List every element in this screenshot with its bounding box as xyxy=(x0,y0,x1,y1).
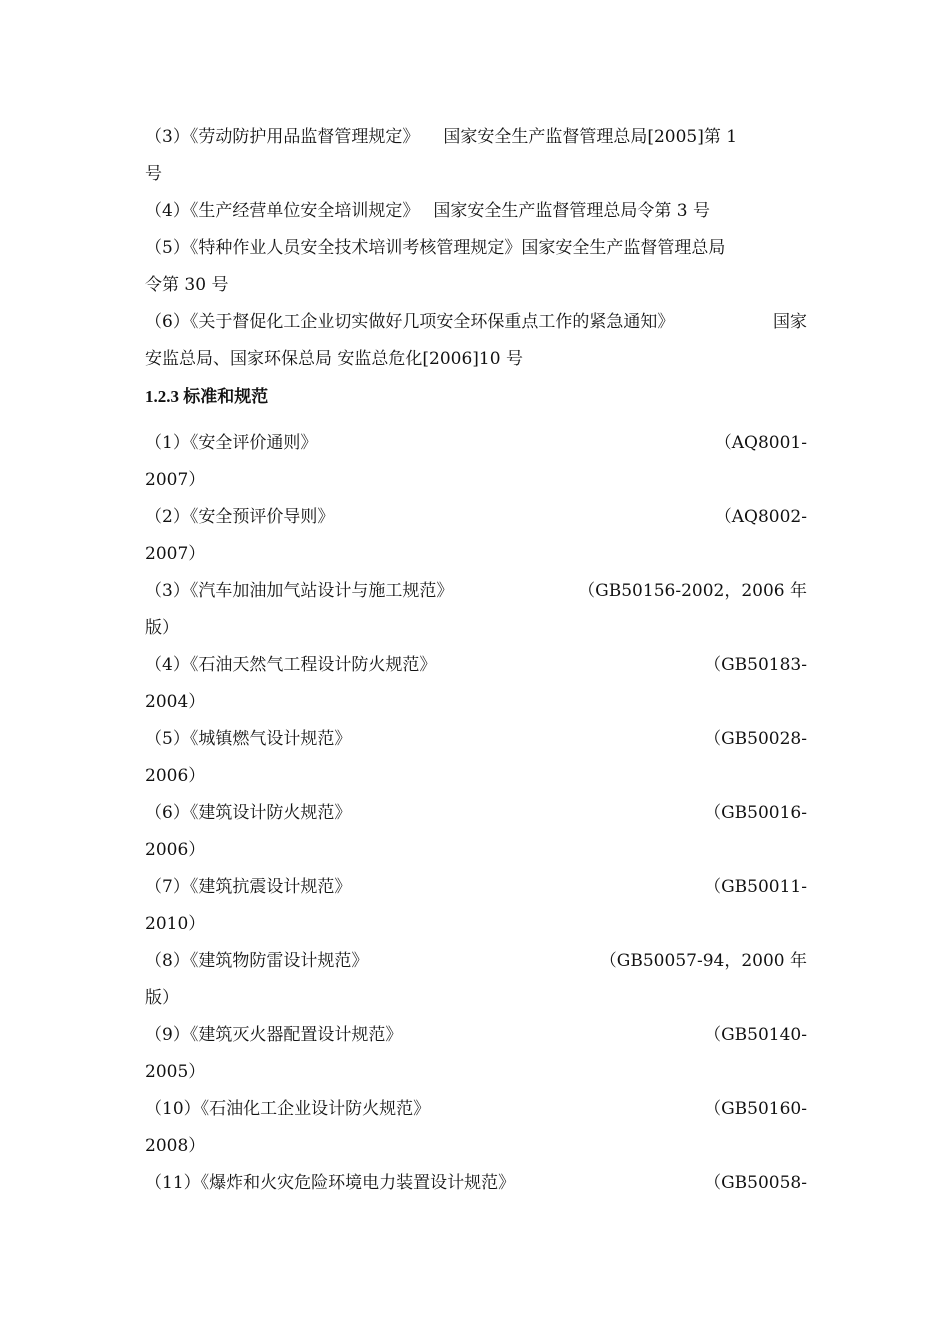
standard-code: （GB50011- xyxy=(704,877,807,897)
standard-item xyxy=(145,1165,807,1202)
standard-title: 《石油化工企业设计防火规范》 xyxy=(200,1099,431,1119)
regulation-item xyxy=(145,304,807,341)
regulation-title: 《关于督促化工企业切实做好几项安全环保重点工作的紧急通知》 xyxy=(189,312,675,332)
standard-code: （GB50057-94，2000 年 xyxy=(599,951,807,971)
standard-number: （2） xyxy=(145,507,190,527)
standard-item xyxy=(145,795,807,832)
standard-number: （8） xyxy=(145,951,190,971)
standard-item xyxy=(145,425,807,462)
standard-code-continuation: 2006） xyxy=(145,766,206,786)
standard-title: 《城镇燃气设计规范》 xyxy=(189,729,352,749)
standard-code-continuation: 2005） xyxy=(145,1062,206,1082)
standard-title: 《汽车加油加气站设计与施工规范》 xyxy=(189,581,454,601)
standard-item xyxy=(145,499,807,536)
standard-number: （5） xyxy=(145,729,190,749)
standard-title: 《建筑物防雷设计规范》 xyxy=(189,951,369,971)
standard-item xyxy=(145,943,807,980)
standard-title: 《建筑设计防火规范》 xyxy=(189,803,352,823)
regulation-number: （4） xyxy=(145,201,190,221)
regulation-number: （5） xyxy=(145,238,190,258)
standard-title: 《爆炸和火灾危险环境电力装置设计规范》 xyxy=(200,1173,516,1193)
standard-code: （GB50028- xyxy=(704,729,807,749)
regulation-item xyxy=(145,119,807,156)
standard-code: （GB50183- xyxy=(704,655,807,675)
standard-code-continuation: 2007） xyxy=(145,544,206,564)
regulation-issuer-continuation: 令第 30 号 xyxy=(145,275,229,295)
standard-code: （GB50016- xyxy=(704,803,807,823)
standard-item xyxy=(145,869,807,906)
standard-number: （9） xyxy=(145,1025,190,1045)
standard-code-continuation: 2008） xyxy=(145,1136,206,1156)
standard-code-continuation: 2004） xyxy=(145,692,206,712)
standard-code-continuation: 2007） xyxy=(145,470,206,490)
document-page xyxy=(145,119,807,1202)
standard-title: 《安全评价通则》 xyxy=(189,433,318,453)
standards-list xyxy=(145,425,807,1202)
standard-item xyxy=(145,721,807,758)
standard-code: （GB50160- xyxy=(704,1099,807,1119)
standard-code-continuation: 版） xyxy=(145,988,179,1008)
standard-number: （7） xyxy=(145,877,190,897)
standard-title: 《建筑抗震设计规范》 xyxy=(189,877,352,897)
regulation-issuer: 国家安全生产监督管理总局[2005]第 1 xyxy=(443,127,738,147)
standard-item xyxy=(145,573,807,610)
standard-title: 《建筑灭火器配置设计规范》 xyxy=(189,1025,403,1045)
standard-code: （GB50156-2002，2006 年 xyxy=(578,581,807,601)
standard-item xyxy=(145,1091,807,1128)
standard-item xyxy=(145,1017,807,1054)
standard-number: （4） xyxy=(145,655,190,675)
standard-code: （AQ8002- xyxy=(714,507,807,527)
standard-number: （11） xyxy=(145,1173,201,1193)
standard-code: （GB50058- xyxy=(704,1173,807,1193)
standard-code-continuation: 2006） xyxy=(145,840,206,860)
regulation-number: （6） xyxy=(145,312,190,332)
standard-code: （GB50140- xyxy=(704,1025,807,1045)
regulation-issuer: 国家安全生产监督管理总局 xyxy=(521,238,726,258)
regulation-item xyxy=(145,193,807,230)
standard-item xyxy=(145,647,807,684)
regulation-issuer: 国家安全生产监督管理总局令第 3 号 xyxy=(433,201,710,221)
section-heading: 1.2.3 标准和规范 xyxy=(145,387,269,406)
standard-number: （3） xyxy=(145,581,190,601)
standard-title: 《安全预评价导则》 xyxy=(189,507,335,527)
standard-code: （AQ8001- xyxy=(714,433,807,453)
standard-title: 《石油天然气工程设计防火规范》 xyxy=(189,655,437,675)
regulation-issuer: 国家 xyxy=(773,312,807,332)
regulation-issuer-continuation: 号 xyxy=(145,164,162,184)
standard-code-continuation: 版） xyxy=(145,618,179,638)
standard-number: （6） xyxy=(145,803,190,823)
regulation-title: 《特种作业人员安全技术培训考核管理规定》 xyxy=(189,238,522,258)
regulation-title: 《劳动防护用品监督管理规定》 xyxy=(189,127,420,147)
regulation-issuer-continuation: 安监总局、国家环保总局 安监总危化[2006]10 号 xyxy=(145,349,523,369)
standard-number: （10） xyxy=(145,1099,201,1119)
standard-code-continuation: 2010） xyxy=(145,914,206,934)
standard-number: （1） xyxy=(145,433,190,453)
regulation-item xyxy=(145,230,807,267)
regulation-number: （3） xyxy=(145,127,190,147)
regulation-title: 《生产经营单位安全培训规定》 xyxy=(189,201,420,221)
